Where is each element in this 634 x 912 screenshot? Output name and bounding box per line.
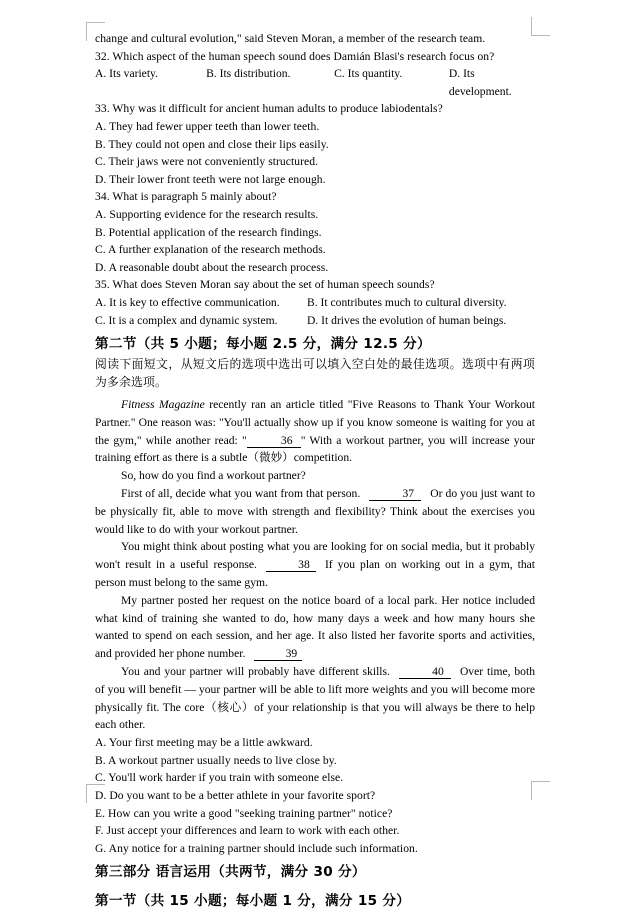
blank-40[interactable]: 40 — [399, 665, 451, 679]
question-34-option-b[interactable]: B. Potential application of the research findings. — [95, 225, 322, 239]
question-32-option-b[interactable]: B. Its distribution. — [206, 67, 291, 81]
question-34-option-a[interactable]: A. Supporting evidence for the research results. — [95, 207, 319, 221]
question-35-stem: 35. What does Steven Moran say about the set of human speech sounds? — [95, 278, 435, 292]
question-34-stem: 34. What is paragraph 5 mainly about? — [95, 190, 277, 204]
passage-paragraph-2: So, how do you find a workout partner? — [121, 469, 306, 483]
passage-paragraph-5-text: My partner posted her request on the notice board of a local park. Her notice included what kind of training she wanted to do, how many days a week and how many hours she wanted to spend on each session, and her age. It also listed her favorite sports and activities, and provided her phone number. — [95, 593, 535, 661]
blank-38[interactable]: 38 — [266, 558, 316, 572]
question-35-options-row-2 — [95, 312, 535, 330]
question-35-option-d[interactable]: D. It drives the evolution of human beings. — [307, 313, 507, 327]
question-32-option-a[interactable]: A. Its variety. — [95, 67, 158, 81]
question-34-option-c[interactable]: C. A further explanation of the research methods. — [95, 243, 326, 257]
passage-paragraph-3 — [95, 485, 535, 538]
answer-option-c[interactable]: C. You'll work harder if you train with someone else. — [95, 771, 344, 785]
question-35-option-c[interactable]: C. It is a complex and dynamic system. — [95, 313, 278, 327]
section-two-heading: 第二节（共 5 小题；每小题 2.5 分，满分 12.5 分） — [95, 336, 431, 353]
answer-option-a[interactable]: A. Your first meeting may be a little awkward. — [95, 736, 313, 750]
passage-paragraph-1-text-b: " With a workout partner, you will increase your training effort as there is a subtle（微妙）competition. — [95, 433, 535, 465]
question-35-option-b[interactable]: B. It contributes much to cultural diversity. — [307, 295, 507, 309]
passage-paragraph-6-text-b: Over time, both of you will benefit — your partner will be able to lift more weights and you will become more physically fit. The core（核心）of your relationship is that you will always be there to help each other. — [95, 665, 536, 732]
question-33-option-c[interactable]: C. Their jaws were not conveniently structured. — [95, 155, 318, 169]
passage-paragraph-1-text-a: recently ran an article titled "Five Reasons to Thank Your Workout Partner." One reason was: "You'll actually show up if you know someone is waiting for you at the gym," while another read: " — [95, 398, 535, 447]
section-three-heading: 第三部分 语言运用（共两节，满分 30 分） — [95, 864, 366, 881]
question-35-options-row-1 — [95, 294, 535, 312]
question-33-stem: 33. Why was it difficult for ancient human adults to produce labiodentals? — [95, 102, 443, 116]
answer-option-f[interactable]: F. Just accept your differences and learn to work with each other. — [95, 824, 400, 838]
question-32-stem: 32. Which aspect of the human speech sound does Damián Blasi's research focus on? — [95, 49, 495, 63]
question-34-option-d[interactable]: D. A reasonable doubt about the research process. — [95, 260, 329, 274]
question-35-option-a[interactable]: A. It is key to effective communication. — [95, 295, 280, 309]
answer-option-b[interactable]: B. A workout partner usually needs to live close by. — [95, 753, 337, 767]
passage-paragraph-3-text-a: First of all, decide what you want from that person. — [121, 487, 361, 501]
passage-paragraph-5 — [95, 592, 535, 663]
passage-paragraph-4 — [95, 538, 535, 591]
passage-paragraph-6-text-a: You and your partner will probably have different skills. — [121, 665, 390, 679]
passage-paragraph-1 — [95, 396, 535, 467]
question-33-option-b[interactable]: B. They could not open and close their lips easily. — [95, 137, 329, 151]
blank-39[interactable]: 39 — [254, 647, 302, 661]
question-33-option-d[interactable]: D. Their lower front teeth were not large enough. — [95, 172, 326, 186]
passage-paragraph-4-text-a: You might think about posting what you are looking for on social media, but it probably won't result in a useful response. — [95, 540, 535, 572]
passage-paragraph-6 — [95, 663, 535, 734]
blank-36[interactable]: 36 — [247, 434, 301, 448]
section-two-instruction: 阅读下面短文，从短文后的选项中选出可以填入空白处的最佳选项。选项中有两项为多余选项。 — [95, 357, 535, 390]
question-32-option-c[interactable]: C. Its quantity. — [334, 67, 403, 81]
passage-quote-tail: change and cultural evolution," said Steven Moran, a member of the research team. — [95, 32, 486, 45]
magazine-title: Fitness Magazine — [121, 398, 205, 412]
passage-paragraph-3-text-b: Or do you just want to be physically fit, able to move with strength and flexibility? Think about the exercises you would like to do with your workout partner. — [95, 487, 535, 536]
answer-option-d[interactable]: D. Do you want to be a better athlete in your favorite sport? — [95, 789, 376, 803]
answer-option-g[interactable]: G. Any notice for a training partner should include such information. — [95, 841, 418, 855]
document-page — [95, 30, 535, 912]
question-32-option-d[interactable]: D. Its development. — [448, 67, 512, 98]
question-32-options — [95, 65, 535, 100]
question-33-option-a[interactable]: A. They had fewer upper teeth than lower teeth. — [95, 119, 320, 133]
blank-37[interactable]: 37 — [369, 487, 421, 501]
passage-paragraph-4-text-b: If you plan on working out in a gym, that person must belong to the same gym. — [95, 558, 535, 590]
section-three-subheading: 第一节（共 15 小题；每小题 1 分，满分 15 分） — [95, 893, 411, 910]
answer-option-e[interactable]: E. How can you write a good "seeking training partner" notice? — [95, 806, 393, 820]
